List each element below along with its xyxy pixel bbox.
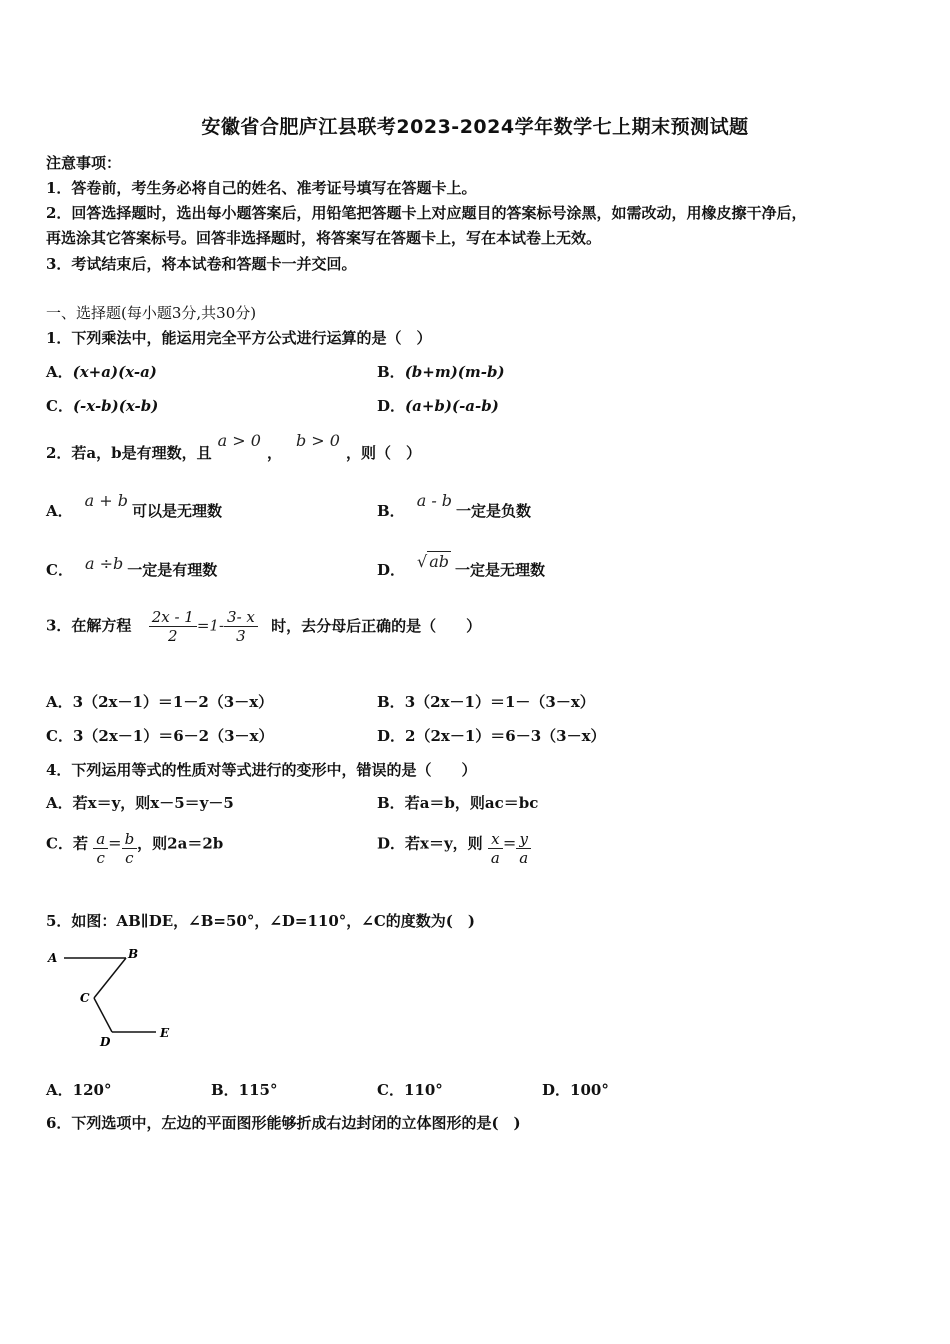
q2-cond-b: b > 0	[295, 431, 340, 450]
label-a: A	[48, 951, 58, 965]
q3-fraction-right: $\frac{3- x}{3}$	[224, 608, 258, 645]
notice-heading: 注意事项：	[46, 154, 122, 172]
q1-option-a: A．(x+a)(x-a)	[46, 363, 157, 381]
notice-item-2a: 2．回答选择题时，选出每小题答案后，用铅笔把答题卡上对应题目的答案标号涂黑，如需改动，用橡皮擦干净后，	[46, 204, 807, 222]
label-c: C	[80, 991, 90, 1005]
q3-fraction-left: $\frac{2x - 1}{2}$	[149, 608, 197, 645]
q2-option-b: B．a - b一定是负数	[377, 491, 532, 520]
q4-option-a: A．若x＝y，则x－5＝y－5	[46, 794, 234, 812]
q4-option-d: D．若x＝y，则 $\frac{x}{a}$ = $\frac{y}{a}$	[377, 826, 531, 863]
q4-option-c: C．若 $\frac{a}{c}$ = $\frac{b}{c}$ ，则2a＝2b	[46, 830, 224, 867]
q2-stem: 2．若a，b是有理数，且a > 0，b > 0，则（ ）	[46, 431, 421, 462]
q1-stem: 1．下列乘法中，能运用完全平方公式进行运算的是（ ）	[46, 329, 432, 347]
segment-bc	[94, 958, 126, 998]
notice-item-3: 3．考试结束后，将本试卷和答题卡一并交回。	[46, 255, 357, 273]
page-title: 安徽省合肥庐江县联考2023-2024学年数学七上期末预测试题	[201, 116, 749, 138]
q3-option-c: C．3（2x－1）＝6－2（3－x）	[46, 727, 274, 745]
q3-stem: 3．在解方程 $\frac{2x - 1}{2}$ =1- $\frac{3- x}{3}$ 时，去分母后正确的是（ ）	[46, 608, 482, 645]
q5-option-d: D．100°	[542, 1081, 609, 1099]
label-e: E	[160, 1026, 170, 1040]
q3-option-a: A．3（2x－1）＝1－2（3－x）	[46, 693, 274, 711]
q5-option-b: B．115°	[211, 1081, 278, 1099]
q5-option-c: C．110°	[377, 1081, 443, 1099]
q6-stem: 6．下列选项中，左边的平面图形能够折成右边封闭的立体图形的是( )	[46, 1114, 521, 1132]
q1-option-c: C．(-x-b)(x-b)	[46, 397, 159, 415]
q2-option-d: D． √ ab 一定是无理数	[377, 552, 546, 579]
q4-stem: 4．下列运用等式的性质对等式进行的变形中，错误的是（ ）	[46, 761, 477, 779]
q1-option-d: D．(a+b)(-a-b)	[377, 397, 499, 415]
q2-option-a: A．a + b可以是无理数	[46, 491, 223, 520]
notice-item-1: 1．答卷前，考生务必将自己的姓名、准考证号填写在答题卡上。	[46, 179, 477, 197]
q2-cond-a: a > 0	[217, 431, 261, 450]
q5-option-a: A．120°	[46, 1081, 112, 1099]
label-d: D	[100, 1035, 111, 1049]
notice-item-2b: 再选涂其它答案标号。回答非选择题时，将答案写在答题卡上，写在本试卷上无效。	[46, 229, 602, 247]
q5-figure	[44, 942, 184, 1054]
label-b: B	[128, 947, 139, 961]
q5-stem: 5．如图：AB∥DE，∠B=50°，∠D=110°，∠C的度数为( )	[46, 912, 475, 930]
q2-option-c: C． a ÷b 一定是有理数	[46, 554, 218, 579]
q4-option-b: B．若a＝b，则ac＝bc	[377, 794, 539, 812]
segment-cd	[94, 998, 112, 1032]
q3-option-b: B．3（2x－1）＝1－（3－x）	[377, 693, 595, 711]
q1-option-b: B．(b+m)(m-b)	[377, 363, 505, 381]
q3-option-d: D．2（2x－1）＝6－3（3－x）	[377, 727, 606, 745]
section-heading: 一、选择题(每小题3分,共30分)	[46, 304, 257, 322]
